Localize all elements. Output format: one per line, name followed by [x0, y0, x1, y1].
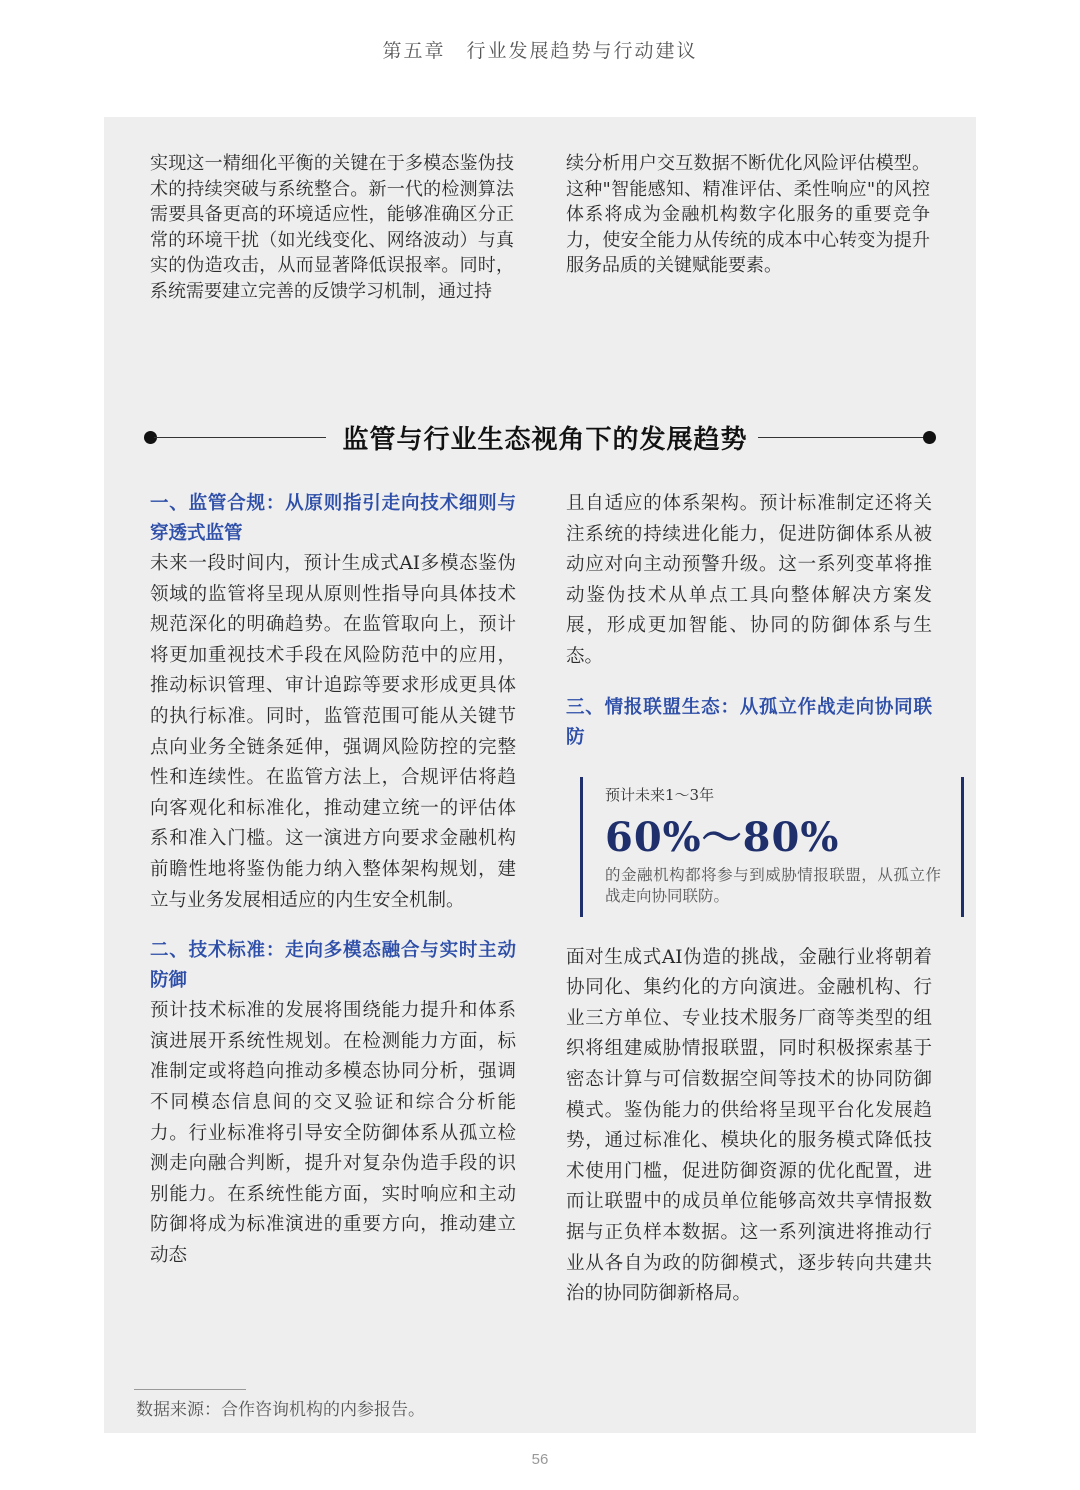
title-rule-right: [758, 437, 926, 438]
page-number: 56: [531, 1451, 549, 1468]
title-rule-left: [154, 437, 326, 438]
paragraph-intelligence-alliance: 面对生成式AI伪造的挑战，金融行业将朝着协同化、集约化的方向演进。金融机构、行业三方单位、专业技术服务厂商等类型的组织将组建威胁情报联盟，同时积极探索基于密态计算与可信数据空间等技术的协同防御模式。鉴伪能力的供给将呈现平台化发展趋势，通过标准化、模块化的服务模式降低技术使用门槛，促进防御资源的优化配置，进而让联盟中的成员单位能够高效共享情报数据与正负样本数据。这一系列演进将推动行业从各自为政的防御模式，逐步转向共建共治的协同防御新格局。: [566, 946, 932, 1305]
section-title-row: [144, 417, 936, 457]
stat-description: 的金融机构都将参与到威胁情报联盟，从孤立作战走向协同联防。: [605, 865, 941, 905]
running-header: 第五章 行业发展趋势与行动建议: [382, 40, 698, 62]
top-right-paragraph: 续分析用户交互数据不断优化风险评估模型。这种"智能感知、精准评估、柔性响应"的风控体系将成为金融机构数字化服务的重要竞争力，使安全能力从传统的成本中心转变为提升服务品质的关键赋能要素。: [566, 153, 930, 277]
paragraph-regulatory-compliance: 未来一段时间内，预计生成式AI多模态鉴伪领域的监管将呈现从原则性指导向具体技术规范深化的明确趋势。在监管取向上，预计将更加重视技术手段在风险防范中的应用，推动标识管理、审计追踪等要求形成更具体的执行标准。同时，监管范围可能从关键节点向业务全链条延伸，强调风险防控的完整性和连续性。在监管方法上，合规评估将趋向客观化和标准化，推动建立统一的评估体系和准入门槛。这一演进方向要求金融机构前瞻性地将鉴伪能力纳入整体架构规划，建立与业务发展相适应的内生安全机制。: [150, 553, 516, 911]
top-left-paragraph: 实现这一精细化平衡的关键在于多模态鉴伪技术的持续突破与系统整合。新一代的检测算法需要具备更高的环境适应性，能够准确区分正常的环境干扰（如光线变化、网络波动）与真实的伪造攻击，从而显著降低误报率。同时，系统需要建立完善的反馈学习机制，通过持: [150, 153, 514, 302]
heading-intelligence-alliance: 三、情报联盟生态：从孤立作战走向协同联防: [566, 696, 932, 748]
heading-technical-standards: 二、技术标准：走向多模态融合与实时主动防御: [150, 940, 516, 992]
heading-regulatory-compliance: 一、监管合规：从原则指引走向技术细则与穿透式监管: [150, 493, 516, 544]
right-column: [566, 489, 941, 1310]
content-panel: [104, 117, 976, 1433]
data-source-note: 数据来源：合作咨询机构的内参报告。: [136, 1400, 425, 1420]
source-divider: [134, 1389, 246, 1390]
bullet-dot-icon: [923, 431, 936, 444]
paragraph-technical-standards: 预计技术标准的发展将围绕能力提升和体系演进展开系统性规划。在检测能力方面，标准制定或将趋向推动多模态协同分析，强调不同模态信息间的交叉验证和综合分析能力。行业标准将引导安全防御体系从孤立检测走向融合判断，提升对复杂伪造手段的识别能力。在系统性能方面，实时响应和主动防御将成为标准演进的重要方向，推动建立动态: [150, 1000, 516, 1266]
stat-label: 预计未来1～3年: [605, 785, 715, 804]
section-title: 监管与行业生态视角下的发展趋势: [342, 425, 748, 455]
paragraph-standards-continued: 且自适应的体系架构。预计标准制定还将关注系统的持续进化能力，促进防御体系从被动应对向主动预警升级。这一系列变革将推动鉴伪技术从单点工具向整体解决方案发展，形成更加智能、协同的防御体系与生态。: [566, 493, 932, 667]
stat-value: 60%～80%: [605, 813, 840, 861]
left-column: [150, 489, 516, 1271]
stat-callout: [580, 777, 964, 917]
